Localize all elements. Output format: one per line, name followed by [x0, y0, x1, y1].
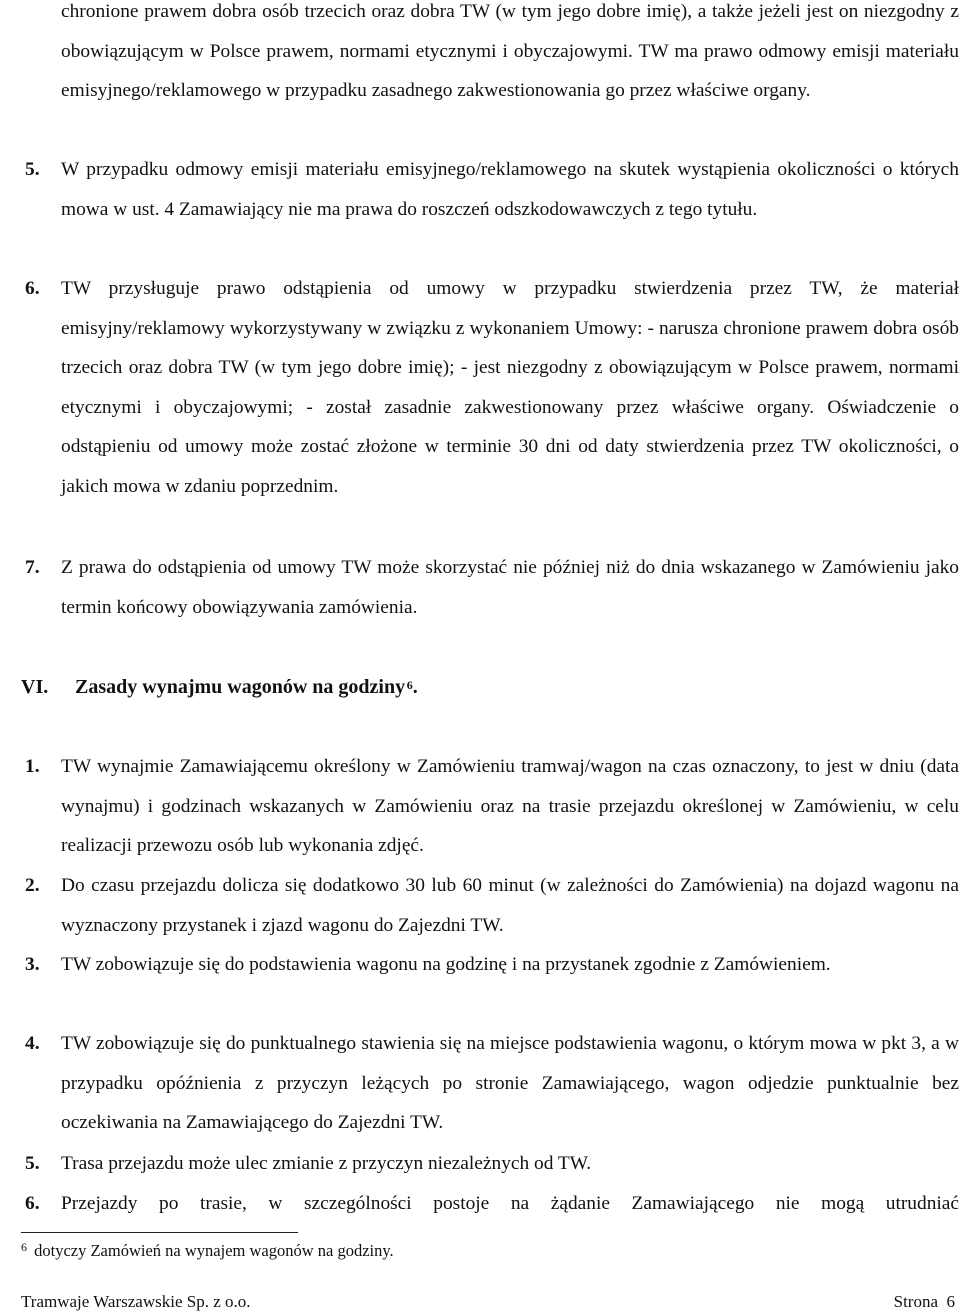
- item-text: TW zobowiązuje się do podstawienia wagonu na godzinę i na przystanek zgodnie z Zamówieniem.: [61, 954, 831, 975]
- item-number: 2.: [25, 875, 40, 896]
- item-number: 7.: [25, 557, 40, 578]
- item-text: Trasa przejazdu może ulec zmianie z przyczyn niezależnych od TW.: [61, 1153, 592, 1174]
- footer-page: [894, 1290, 955, 1314]
- item-number: 4.: [25, 1033, 40, 1054]
- item-text: Do czasu przejazdu dolicza się dodatkowo 30 lub 60 minut (w zależności do Zamówienia) na dojazd wagonu na wyznaczony przystanek i zjazd wagonu do Zajezdni TW.: [61, 875, 959, 936]
- item-number: 5.: [25, 1153, 40, 1174]
- section-title: Zasady wynajmu wagonów na godziny: [75, 676, 406, 698]
- page-number: 6: [946, 1292, 955, 1311]
- heading-trail: .: [412, 676, 418, 698]
- section-heading: [21, 669, 418, 707]
- section-number: VI.: [21, 676, 49, 698]
- footer-company: Tramwaje Warszawskie Sp. z o.o.: [21, 1292, 251, 1311]
- item-number: 6.: [25, 278, 40, 299]
- item-number: 6.: [25, 1193, 40, 1214]
- item-text: Z prawa do odstąpienia od umowy TW może skorzystać nie później niż do dnia wskazanego w Zamówieniu jako termin końcowy obowiązywania zamówienia.: [61, 557, 959, 618]
- item-number: 5.: [25, 159, 40, 180]
- footnote: [21, 1239, 394, 1264]
- item-text: TW zobowiązuje się do punktualnego stawienia się na miejsce podstawienia wagonu, o którym mowa w pkt 3, a w przypadku opóźnienia z przyczyn leżących po stronie Zamawiającego, wagon odjedzie punktualnie bez oczekiwania na Zamawiającego do Zajezdni TW.: [61, 1033, 959, 1133]
- page-label: Strona: [893, 1292, 938, 1311]
- item-text: W przypadku odmowy emisji materiału emisyjnego/reklamowego na skutek wystąpienia okoliczności o których mowa w ust. 4 Zamawiający nie ma prawa do roszczeń odszkodowawczych z tego tytułu.: [61, 159, 959, 220]
- item-number: 1.: [25, 756, 40, 777]
- continuation-paragraph: chronione prawem dobra osób trzecich oraz dobra TW (w tym jego dobre imię), a także jeżeli jest on niezgodny z obowiązującym w Polsce prawem, normami etycznymi i obyczajowymi. TW ma prawo odmowy emisji materiału emisyjnego/reklamowego w przypadku zasadnego zakwestionowania go przez właściwe organy.: [61, 1, 959, 101]
- footnote-mark: 6: [21, 1240, 27, 1254]
- item-number: 3.: [25, 954, 40, 975]
- footnote-text: dotyczy Zamówień na wynajem wagonów na godziny.: [34, 1241, 394, 1260]
- item-text: TW przysługuje prawo odstąpienia od umowy w przypadku stwierdzenia przez TW, że materiał emisyjny/reklamowy wykorzystywany w związku z wykonaniem Umowy: - narusza chronione prawem dobra osób trzecich oraz dobra TW (w tym jego dobre imię); - jest niezgodny z obowiązującym w Polsce prawem, normami etycznymi i obyczajowymi; - został zasadnie zakwestionowany przez właściwe organy. Oświadczenie o odstąpieniu od umowy może zostać złożone w terminie 30 dni od daty stwierdzenia przez TW okoliczności, o jakich mowa w zdaniu poprzednim.: [61, 278, 959, 497]
- item-text: TW wynajmie Zamawiającemu określony w Zamówieniu tramwaj/wagon na czas oznaczony, to jest w dniu (data wynajmu) i godzinach wskazanych w Zamówieniu oraz na trasie przejazdu określonej w Zamówieniu, w celu realizacji przewozu osób lub wykonania zdjęć.: [61, 756, 959, 856]
- footnote-divider: [21, 1232, 298, 1233]
- footnote-reference: 6: [406, 678, 413, 692]
- item-text: Przejazdy po trasie, w szczególności postoje na żądanie Zamawiającego nie mogą utrudniać: [61, 1193, 959, 1214]
